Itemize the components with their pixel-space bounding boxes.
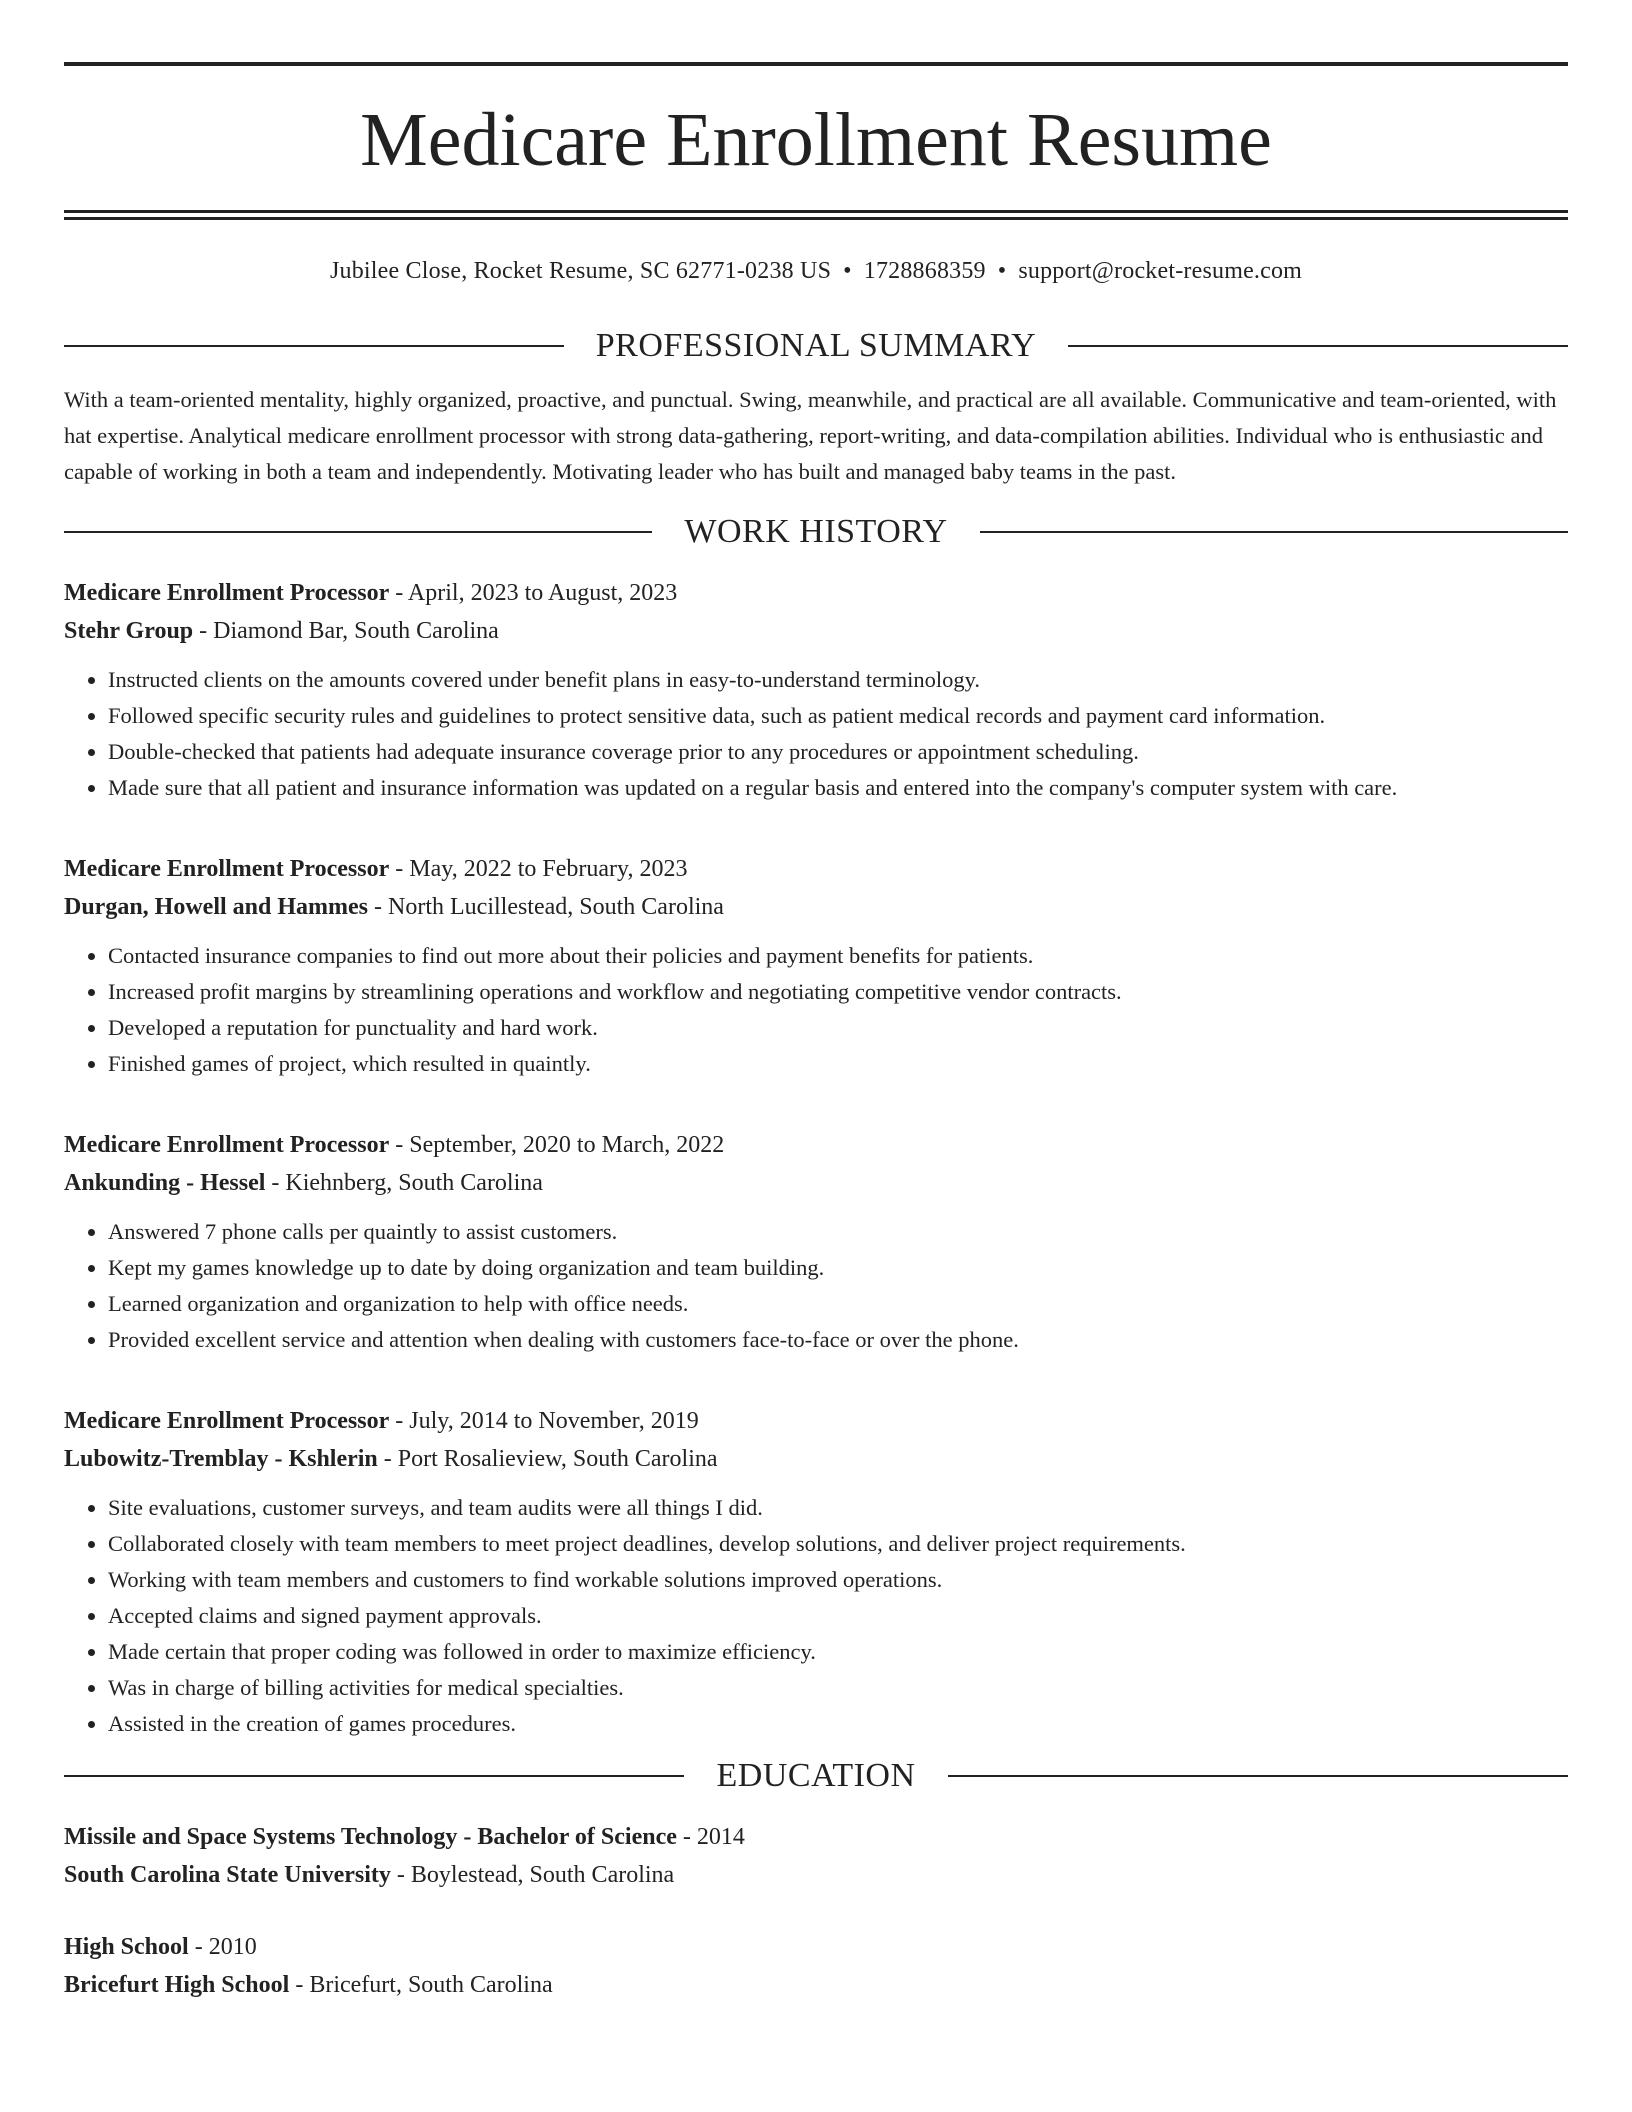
job-bullet-item: • Accepted claims and signed payment approvals. (108, 1598, 1568, 1634)
job-dates: - April, 2023 to August, 2023 (389, 580, 678, 606)
education-degree: Missile and Space Systems Technology - Bachelor of Science (64, 1824, 677, 1850)
job-bullet-item: • Assisted in the creation of games procedures. (108, 1706, 1568, 1742)
education-degree-line (64, 1928, 1568, 1966)
job-bullet-item: • Learned organization and organization to help with office needs. (108, 1286, 1568, 1322)
job-entry (64, 1402, 1568, 1742)
job-entry (64, 1126, 1568, 1358)
job-company: Durgan, Howell and Hammes (64, 894, 369, 920)
job-bullet-item: • Provided excellent service and attention when dealing with customers face-to-face or over the phone. (108, 1322, 1568, 1358)
professional-summary-text: With a team-oriented mentality, highly organized, proactive, and punctual. Swing, meanwhile, and practical are all available. Communicative and team-oriented, with hat expertise. Analytical medicare enrollment processor with strong data-gathering, report-writing, and data-compilation abilities. Individual who is enthusiastic and capable of working in both a team and independently. Motivating leader who has built and managed baby teams in the past. (64, 387, 1557, 484)
job-bullet-item: • Working with team members and customers to find workable solutions improved operations. (108, 1562, 1568, 1598)
job-title-line (64, 850, 1568, 888)
contact-separator: • (997, 258, 1007, 284)
heading-rule-right (980, 531, 1568, 533)
education-year: - 2010 (188, 1934, 257, 1960)
section-heading-label: PROFESSIONAL SUMMARY (595, 327, 1037, 364)
job-title-line (64, 1126, 1568, 1164)
education-school: South Carolina State University (64, 1862, 391, 1888)
heading-rule-right (1068, 345, 1568, 347)
section-heading-education (64, 1756, 1568, 1796)
job-dates: - September, 2020 to March, 2022 (389, 1132, 725, 1158)
job-bullet-item: • Contacted insurance companies to find out more about their policies and payment benefits for patients. (108, 938, 1568, 974)
job-bullet-item: • Site evaluations, customer surveys, and team audits were all things I did. (108, 1490, 1568, 1526)
job-location: - Kiehnberg, South Carolina (265, 1170, 543, 1196)
title-double-rule (64, 210, 1568, 220)
education-location: - Boylestead, South Carolina (390, 1862, 675, 1888)
job-bullet-item: • Answered 7 phone calls per quaintly to assist customers. (108, 1214, 1568, 1250)
education-school: Bricefurt High School (64, 1972, 290, 1998)
job-entry (64, 574, 1568, 806)
contact-address: Jubilee Close, Rocket Resume, SC 62771-0238 US (329, 258, 832, 284)
job-dates: - July, 2014 to November, 2019 (389, 1408, 699, 1434)
education-degree: High School (64, 1934, 189, 1960)
section-heading-work-history (64, 512, 1568, 552)
job-title: Medicare Enrollment Processor (64, 856, 390, 882)
job-company-line (64, 1164, 1568, 1202)
job-title: Medicare Enrollment Processor (64, 1132, 390, 1158)
job-title: Medicare Enrollment Processor (64, 1408, 390, 1434)
page-title: Medicare Enrollment Resume (360, 98, 1272, 182)
education-entry (64, 1818, 1568, 1894)
job-title-line (64, 1402, 1568, 1440)
job-company-line (64, 888, 1568, 926)
contact-line (64, 254, 1568, 288)
job-bullet-item: • Made certain that proper coding was followed in order to maximize efficiency. (108, 1634, 1568, 1670)
job-dates: - May, 2022 to February, 2023 (389, 856, 688, 882)
job-bullets (64, 662, 1568, 806)
job-bullet-item: • Instructed clients on the amounts covered under benefit plans in easy-to-understand terminology. (108, 662, 1568, 698)
job-title: Medicare Enrollment Processor (64, 580, 390, 606)
heading-rule-right (948, 1775, 1568, 1777)
job-bullet-item: • Followed specific security rules and guidelines to protect sensitive data, such as patient medical records and payment card information. (108, 698, 1568, 734)
job-title-line (64, 574, 1568, 612)
job-bullet-item: • Increased profit margins by streamlining operations and workflow and negotiating competitive vendor contracts. (108, 974, 1568, 1010)
contact-separator: • (843, 258, 852, 284)
heading-rule-left (64, 1775, 684, 1777)
education-degree-line (64, 1818, 1568, 1856)
job-bullets (64, 1214, 1568, 1358)
job-bullet-item: • Kept my games knowledge up to date by doing organization and team building. (108, 1250, 1568, 1286)
education-list (64, 1818, 1568, 2004)
work-history-list (64, 574, 1568, 1742)
contact-email: support@rocket-resume.com (1018, 258, 1303, 284)
heading-rule-left (64, 345, 564, 347)
education-location: - Bricefurt, South Carolina (289, 1972, 553, 1998)
job-bullets (64, 938, 1568, 1082)
job-company: Lubowitz-Tremblay - Kshlerin (64, 1446, 378, 1472)
section-heading-label: EDUCATION (716, 1757, 916, 1794)
education-school-line (64, 1856, 1568, 1894)
job-bullet-item: • Double-checked that patients had adequate insurance coverage prior to any procedures or appointment scheduling. (108, 734, 1568, 770)
job-company: Ankunding - Hessel (64, 1170, 266, 1196)
job-location: - North Lucillestead, South Carolina (368, 894, 724, 920)
education-year: - 2014 (676, 1824, 745, 1850)
contact-phone: 1728868359 (863, 258, 986, 284)
job-entry (64, 850, 1568, 1082)
job-location: - Diamond Bar, South Carolina (193, 618, 499, 644)
section-heading-summary (64, 326, 1568, 366)
heading-rule-left (64, 531, 652, 533)
job-company-line (64, 612, 1568, 650)
job-bullet-item: • Finished games of project, which resulted in quaintly. (108, 1046, 1568, 1082)
job-company-line (64, 1440, 1568, 1478)
job-bullets (64, 1490, 1568, 1742)
education-school-line (64, 1966, 1568, 2004)
job-bullet-item: • Collaborated closely with team members to meet project deadlines, develop solutions, and deliver project requirements. (108, 1526, 1568, 1562)
top-rule (64, 62, 1568, 66)
section-heading-label: WORK HISTORY (684, 513, 948, 550)
job-bullet-item: • Was in charge of billing activities for medical specialties. (108, 1670, 1568, 1706)
job-bullet-item: • Developed a reputation for punctuality and hard work. (108, 1010, 1568, 1046)
job-bullet-item: • Made sure that all patient and insurance information was updated on a regular basis and entered into the company's computer system with care. (108, 770, 1568, 806)
job-location: - Port Rosalieview, South Carolina (377, 1446, 718, 1472)
job-company: Stehr Group (64, 618, 194, 644)
education-entry (64, 1928, 1568, 2004)
